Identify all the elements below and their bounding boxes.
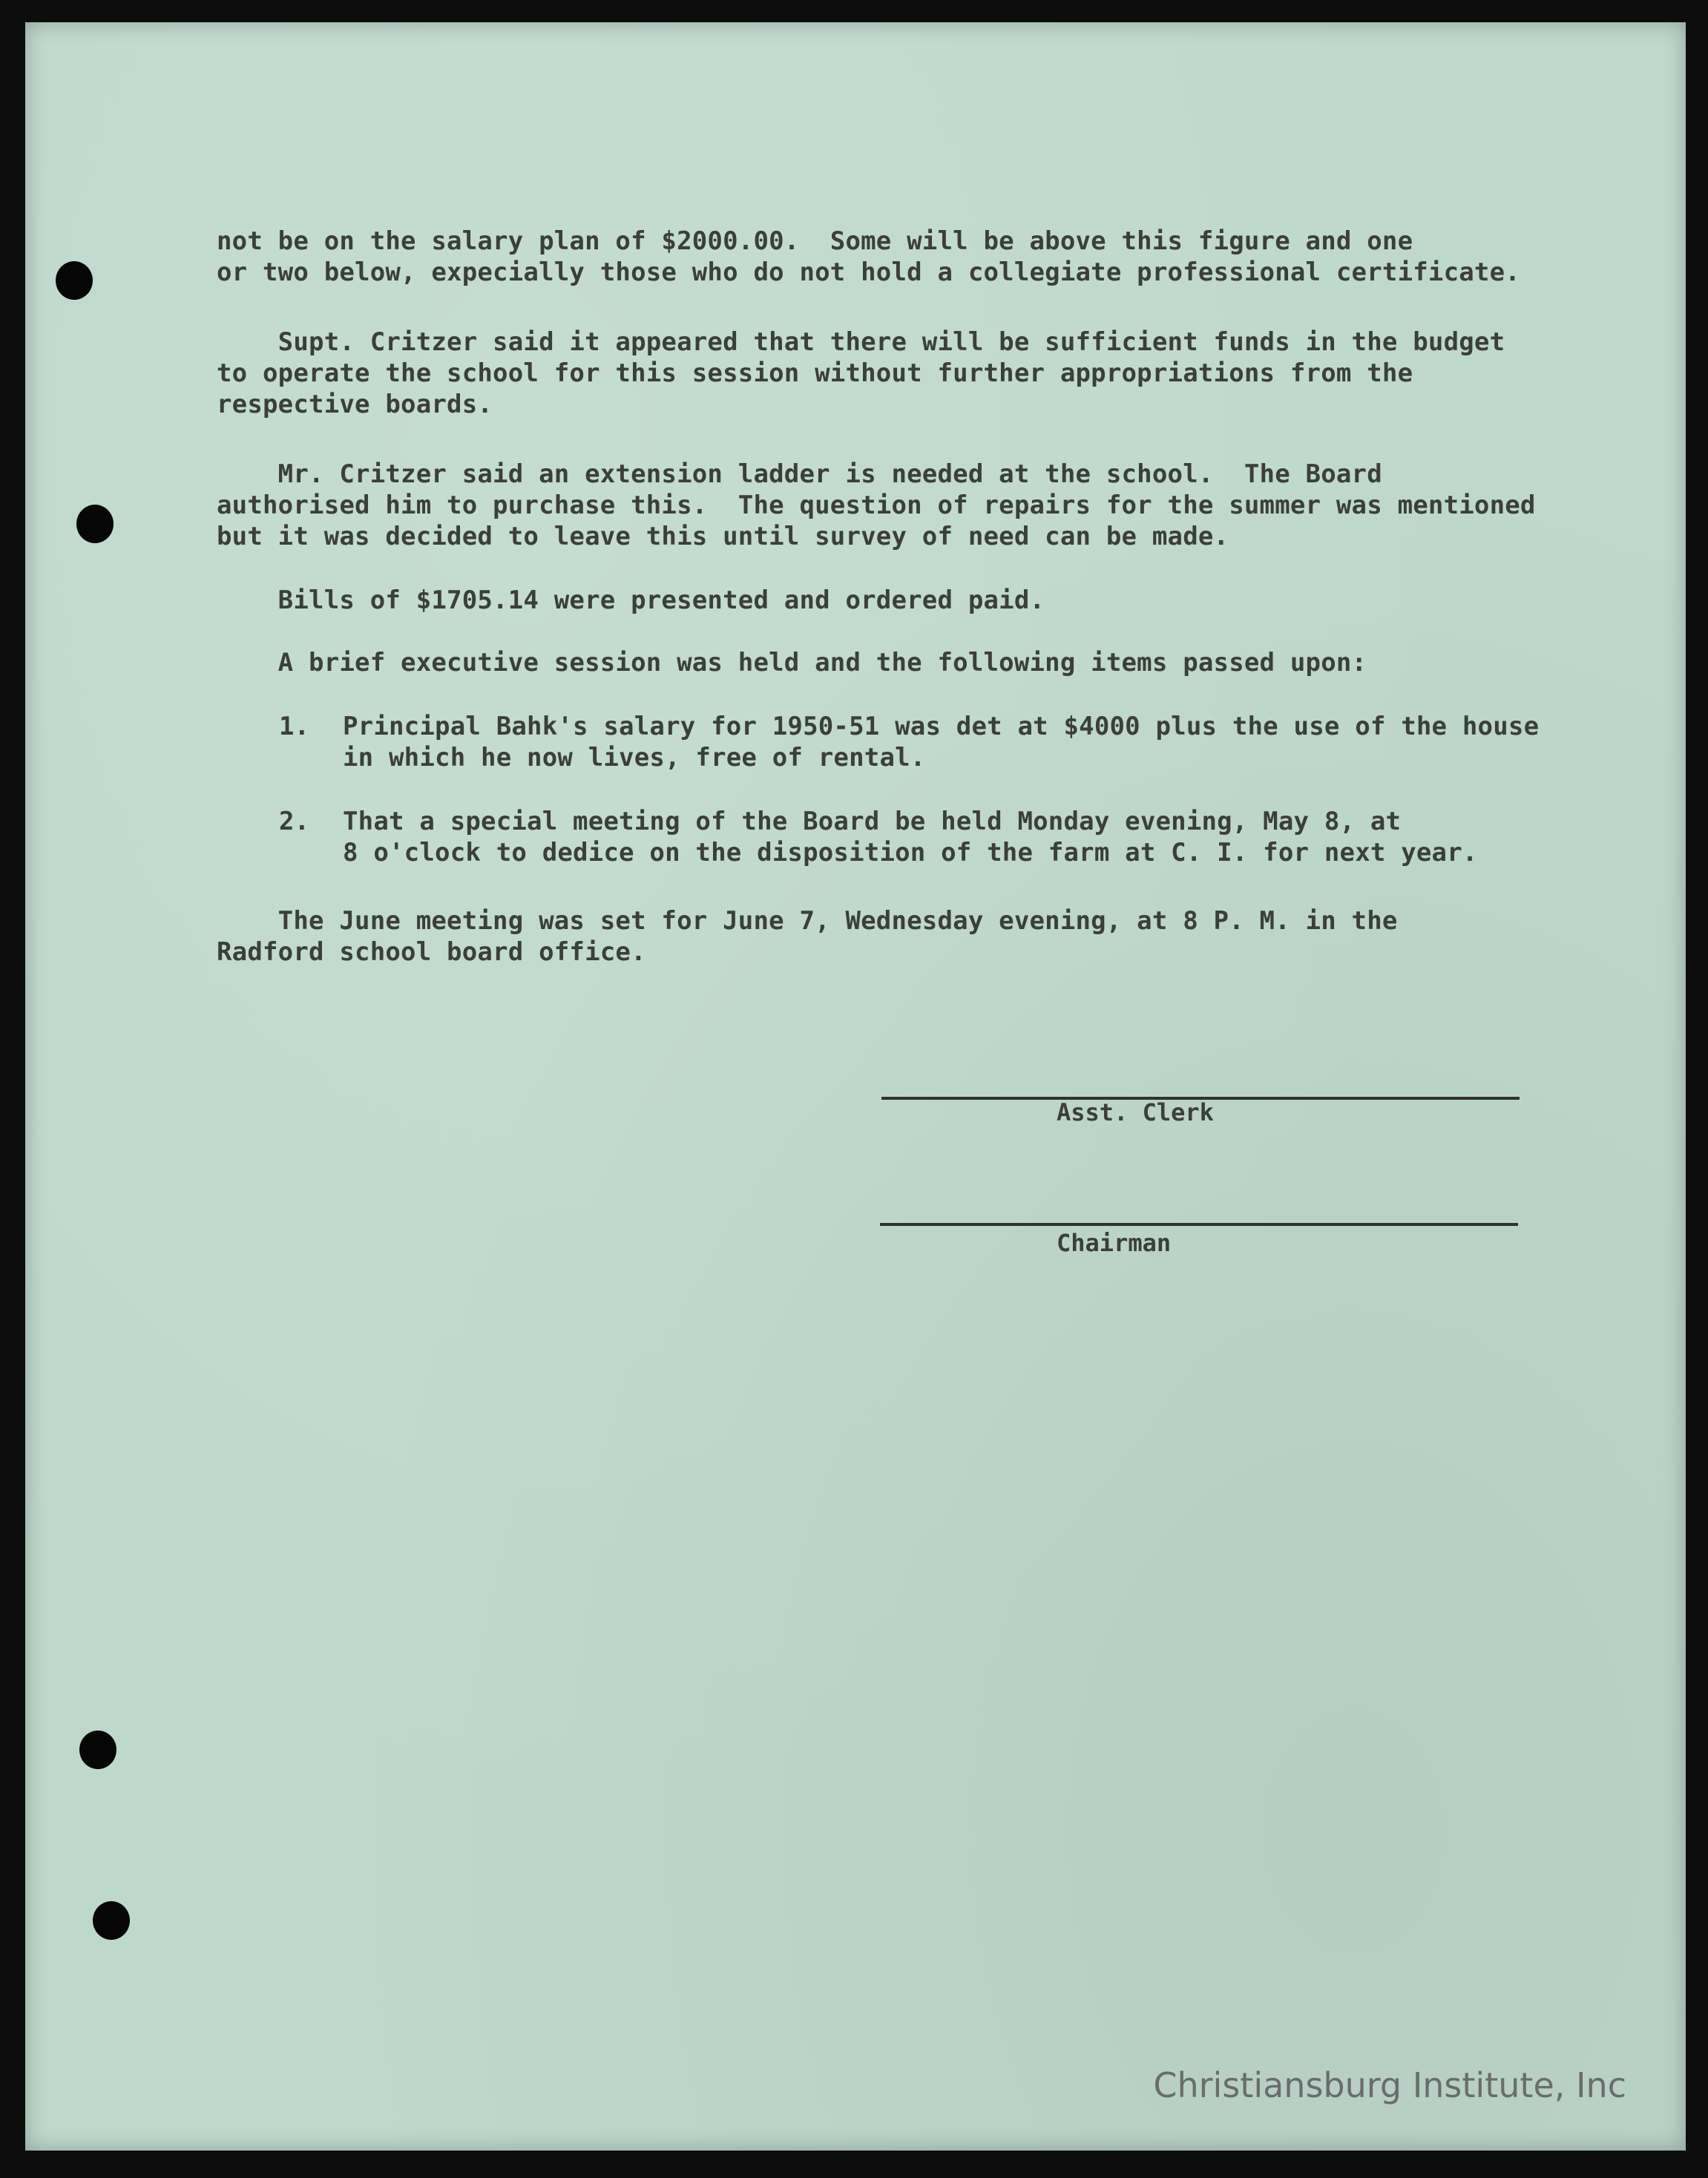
item-2-number: 2. bbox=[279, 807, 310, 836]
item-1-line-1: Principal Bahk's salary for 1950-51 was det at $4000 plus the use of the house bbox=[343, 712, 1540, 741]
asst-clerk-label: Asst. Clerk bbox=[1057, 1098, 1214, 1126]
chairman-signature-line bbox=[880, 1223, 1518, 1226]
bills-line: Bills of $1705.14 were presented and ordered paid. bbox=[217, 585, 1045, 615]
funds-line-2: to operate the school for this session without further appropriations from the bbox=[217, 358, 1413, 388]
item-2-line-2: 8 o'clock to dedice on the disposition of the farm at C. I. for next year. bbox=[343, 838, 1478, 867]
ladder-line-3: but it was decided to leave this until survey of need can be made. bbox=[217, 522, 1229, 551]
ladder-line-2: authorised him to purchase this. The question of repairs for the summer was mentioned bbox=[217, 491, 1536, 520]
chairman-label: Chairman bbox=[1057, 1229, 1172, 1257]
june-meeting-line-1: The June meeting was set for June 7, Wednesday evening, at 8 P. M. in the bbox=[217, 906, 1398, 936]
item-2-line-1: That a special meeting of the Board be held Monday evening, May 8, at bbox=[343, 807, 1402, 836]
punch-hole-2 bbox=[76, 505, 114, 543]
executive-session-line: A brief executive session was held and the following items passed upon: bbox=[217, 648, 1367, 678]
punch-hole-1 bbox=[56, 261, 93, 300]
funds-line-1: Supt. Critzer said it appeared that there will be sufficient funds in the budget bbox=[217, 327, 1505, 357]
funds-line-3: respective boards. bbox=[217, 390, 493, 419]
archive-watermark: Christiansburg Institute, Inc bbox=[1153, 2065, 1626, 2105]
item-1-number: 1. bbox=[279, 712, 310, 741]
item-1-line-2: in which he now lives, free of rental. bbox=[343, 743, 926, 773]
intro-line-1: not be on the salary plan of $2000.00. Some will be above this figure and one bbox=[217, 226, 1413, 256]
june-meeting-line-2: Radford school board office. bbox=[217, 937, 646, 967]
ladder-line-1: Mr. Critzer said an extension ladder is needed at the school. The Board bbox=[217, 459, 1382, 489]
intro-line-2: or two below, expecially those who do not hold a collegiate professional certificate. bbox=[217, 258, 1520, 287]
punch-hole-3 bbox=[79, 1731, 116, 1769]
punch-hole-4 bbox=[93, 1901, 130, 1940]
